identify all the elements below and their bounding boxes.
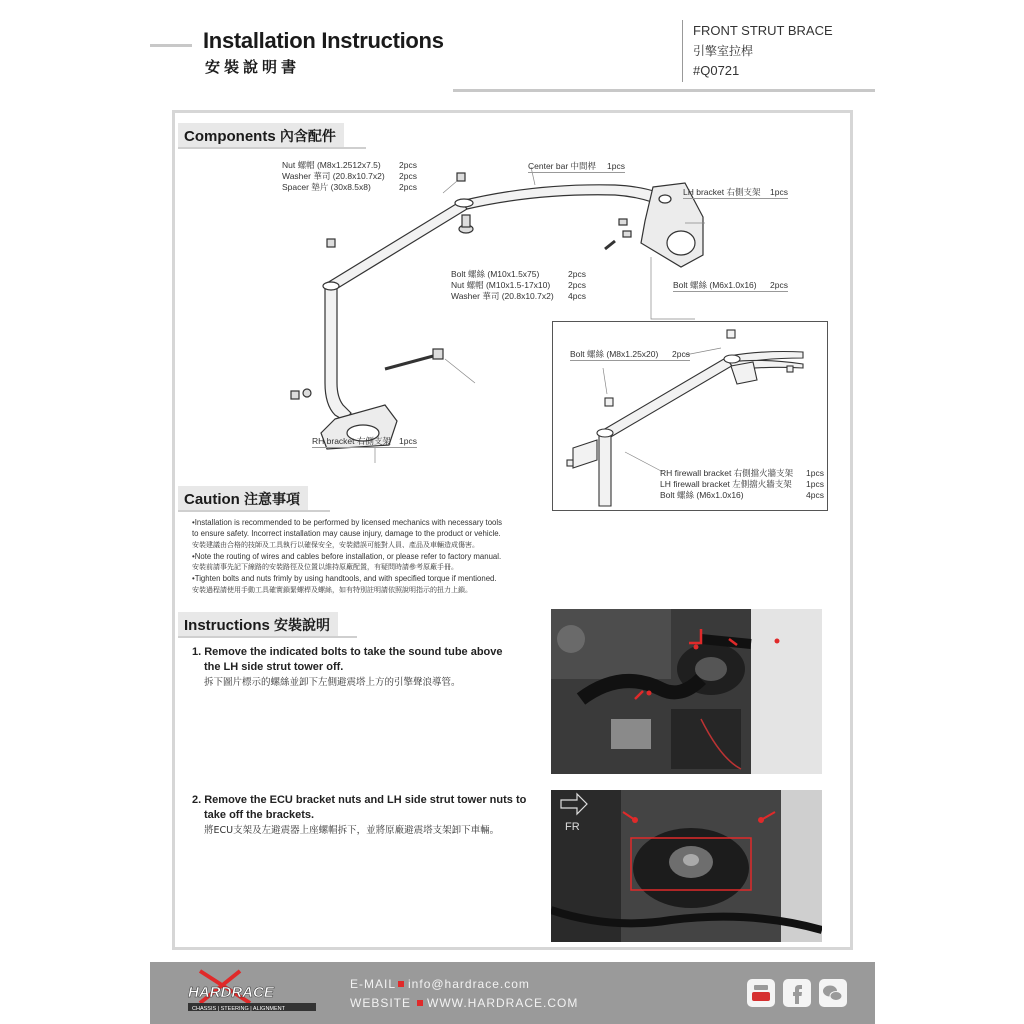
callout-label: RH firewall bracket 右側擋火牆支架 (660, 468, 794, 478)
facebook-icon[interactable] (783, 979, 811, 1007)
step-1-line2: the LH side strut tower off. (204, 661, 344, 673)
wechat-glyph (819, 979, 847, 1007)
callout-label: Nut 螺帽 (M10x1.5-17x10) (451, 280, 551, 290)
callout-qty: 1pcs (607, 161, 625, 171)
product-name: FRONT STRUT BRACE (693, 23, 833, 38)
website-link[interactable]: WWW.HARDRACE.COM (427, 996, 579, 1010)
product-code: #Q0721 (693, 63, 740, 78)
caution-line: 安裝建議由合格的技師及工具執行以確保安全，安裝錯誤可能對人員、產品及車輛造成傷害。 (192, 540, 479, 549)
engine-bay-photo-1 (551, 609, 822, 774)
caution-text (192, 517, 592, 596)
hardrace-logo (180, 967, 320, 1017)
callout-lh-bracket (683, 187, 788, 199)
callout-label: Washer 華司 (20.8x10.7x2) (282, 171, 385, 181)
callout-qty: 1pcs (806, 468, 824, 478)
callout-qty: 4pcs (806, 490, 824, 500)
callout-nut-group (282, 160, 417, 193)
email-label: E-MAIL (350, 977, 397, 991)
step-1-line1: 1. Remove the indicated bolts to take the sound tube above (192, 646, 503, 658)
fr-label: FR (565, 821, 580, 833)
callout-label: LH bracket 右側支架 (683, 187, 761, 197)
instruction-page (150, 0, 875, 1024)
step-1 (192, 645, 522, 690)
callout-label: Bolt 螺絲 (M6x1.0x16) (673, 280, 757, 290)
email-link[interactable]: info@hardrace.com (408, 977, 530, 991)
inset-callout-bolt (570, 349, 690, 361)
step-2-zh: 將ECU支架及左避震器上座螺帽拆下，並將原廠避震塔支架卸下車輛。 (204, 825, 500, 836)
brand-tagline: CHASSIS | STEERING | ALIGNMENT (192, 1006, 286, 1012)
step-2-line1: 2. Remove the ECU bracket nuts and LH side strut tower nuts to (192, 794, 527, 806)
caution-line: to ensure safety. Incorrect installation may cause injury, damage to the product or vehicle. (192, 529, 501, 539)
youtube-icon[interactable] (747, 979, 775, 1007)
callout-qty: 2pcs (672, 349, 690, 359)
bullet-icon (417, 1000, 423, 1006)
callout-label: Washer 華司 (20.8x10.7x2) (451, 291, 554, 301)
callout-label: Bolt 螺絲 (M6x1.0x16) (660, 490, 744, 500)
callout-label: Bolt 螺絲 (M10x1.5x75) (451, 269, 540, 279)
content-frame (172, 110, 853, 950)
callout-center-bar (528, 161, 625, 173)
callout-qty: 2pcs (568, 280, 586, 290)
caution-line: 安裝前請事先記下線路的安裝路徑及位置以維持原廠配置，有疑問時請參考原廠手冊。 (192, 563, 458, 572)
callout-rh-bracket (312, 436, 417, 448)
product-name-zh: 引擎室拉桿 (693, 44, 754, 58)
brand-logo-icon (180, 967, 320, 1017)
step-1-photo (551, 609, 822, 774)
step-2-photo (551, 790, 822, 942)
step-1-zh: 拆下圖片標示的螺絲並卸下左側避震塔上方的引擎聲浪導管。 (204, 677, 461, 688)
callout-lh-bolt (673, 280, 788, 292)
contact-info (350, 975, 578, 1013)
callout-qty: 1pcs (770, 187, 788, 197)
callout-bolt-group (451, 269, 586, 302)
caution-heading-zh: 注意事項 (244, 492, 300, 508)
caution-heading-en: Caution (184, 491, 240, 508)
instructions-underline (178, 636, 357, 638)
callout-qty: 2pcs (399, 182, 417, 192)
callout-label: Center bar 中間桿 (528, 161, 597, 171)
caution-underline (178, 510, 330, 512)
callout-qty: 2pcs (568, 269, 586, 279)
youtube-glyph (751, 983, 771, 1003)
callout-qty: 1pcs (806, 479, 824, 489)
facebook-glyph (783, 979, 811, 1007)
engine-bay-photo-2 (551, 790, 822, 942)
page-title: Installation Instructions (203, 28, 444, 53)
caution-line: 安裝過程請使用手動工具確實鎖緊螺桿及螺絲，如有特別註明請依照說明指示的扭力上鎖。 (192, 585, 472, 594)
instructions-heading-zh: 安裝說明 (274, 618, 331, 634)
header-rule-left (150, 44, 192, 47)
brand-name: HARDRACE (188, 984, 274, 1001)
callout-label: LH firewall bracket 左側擋火牆支架 (660, 479, 792, 489)
instructions-heading (178, 612, 338, 636)
callout-label: Spacer 墊片 (30x8.5x8) (282, 182, 371, 192)
product-info (693, 21, 833, 81)
header-rule-right (453, 89, 875, 92)
caution-line: •Tighten bolts and nuts frimly by using handtools, and with specified torque if mentioned. (192, 574, 497, 584)
caution-line: •Note the routing of wires and cables before installation, or please refer to factory manual. (192, 551, 502, 561)
page-title-zh: 安裝說明書 (205, 58, 301, 76)
step-2-line2: take off the brackets. (204, 809, 315, 821)
callout-qty: 2pcs (399, 171, 417, 181)
header-divider (682, 20, 683, 82)
callout-qty: 1pcs (399, 436, 417, 446)
callout-qty: 4pcs (568, 291, 586, 301)
wechat-icon[interactable] (819, 979, 847, 1007)
callout-label: Bolt 螺絲 (M8x1.25x20) (570, 349, 659, 359)
inset-callout-parts (660, 468, 824, 501)
callout-label: Nut 螺帽 (M8x1.2512x7.5) (282, 160, 381, 170)
instructions-heading-en: Instructions (184, 617, 270, 634)
caution-line: •Installation is recommended to be performed by licensed mechanics with necessary tools (192, 518, 502, 527)
footer (150, 962, 875, 1024)
components-heading-en: Components (184, 128, 276, 145)
components-heading-zh: 內含配件 (279, 129, 336, 145)
website-label: WEBSITE (350, 996, 412, 1010)
callout-label: RH bracket 右側支架 (312, 436, 391, 446)
callout-qty: 2pcs (770, 280, 788, 290)
step-2 (192, 793, 542, 838)
bullet-icon (398, 981, 404, 987)
firewall-bracket-inset (552, 321, 828, 511)
callout-qty: 2pcs (399, 160, 417, 170)
caution-heading (178, 486, 308, 510)
